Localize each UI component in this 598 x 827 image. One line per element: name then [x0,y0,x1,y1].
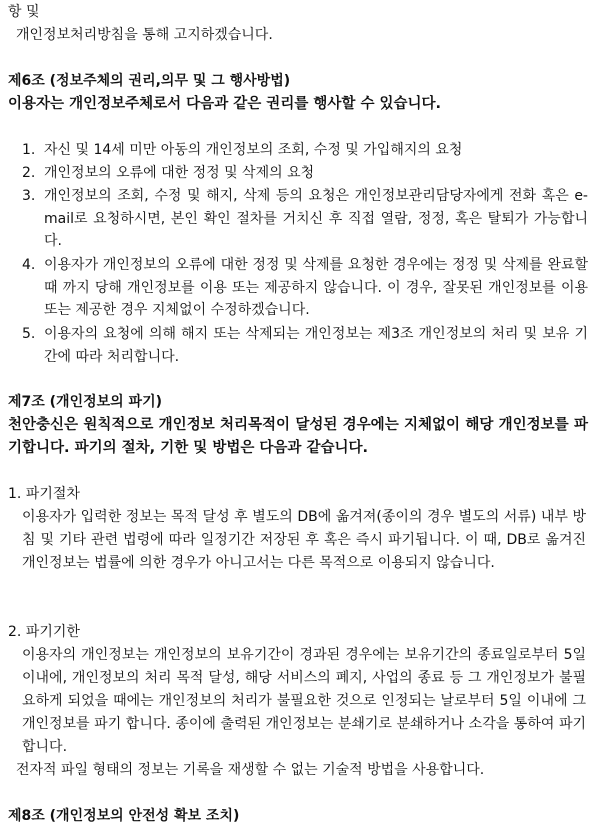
intro-line-2: 개인정보처리방침을 통해 고지하겠습니다. [16,27,273,43]
list-item-text: 개인정보의 조회, 수정 및 해지, 삭제 등의 요청은 개인정보관리담당자에게 전화 혹은 e-mail로 요청하시면, 본인 확인 절차를 거치신 후 직접 열람, 정정, 혹은 탈퇴가 가능합니다. [44,188,588,249]
article7-section2-title: 2. 파기기한 [8,624,80,640]
list-item [22,185,588,253]
list-item [22,139,588,161]
article7-section2-body: 이용자의 개인정보는 개인정보의 보유기간이 경과된 경우에는 보유기간의 종료일로부터 5일 이내에, 개인정보의 처리 목적 달성, 해당 서비스의 폐지, 사업의 종료 등 그 개인정보가 불필요하게 되었을 때에는 개인정보의 처리가 불필요한 것으로 인정되는 날로부터 5일 이내에 그 개인정보를 파기 합니다. 종이에 출력된 개인정보는 분쇄기로 분쇄하거나 소각을 통하여 파기합니다. [22,647,586,755]
article7-section2-extra: 전자적 파일 형태의 정보는 기록을 재생할 수 없는 기술적 방법을 사용합니다. [16,762,485,778]
list-item-text: 개인정보의 오류에 대한 정정 및 삭제의 요청 [44,165,315,181]
list-item [22,162,588,184]
list-item-text: 이용자가 개인정보의 오류에 대한 정정 및 삭제를 요청한 경우에는 정정 및 삭제를 완료할 때 까지 당해 개인정보를 이용 또는 제공하지 않습니다. 이 경우, 잘못된 개인정보를 이용 또는 제공한 경우 지체없이 수정하겠습니다. [44,257,588,318]
list-item-text: 이용자의 요청에 의해 해지 또는 삭제되는 개인정보는 제3조 개인정보의 처리 및 보유 기간에 따라 처리합니다. [44,326,588,365]
list-item [22,323,588,368]
article7-section1-body: 이용자가 입력한 정보는 목적 달성 후 별도의 DB에 옮겨져(종이의 경우 별도의 서류) 내부 방침 및 기타 관련 법령에 따라 일정기간 저장된 후 혹은 즉시 파기됩니다. 이 때, DB로 옮겨진 개인정보는 법률에 의한 경우가 아니고서는 다른 목적으로 이용되지 않습니다. [22,509,586,571]
list-item [22,254,588,322]
article7-heading: 제7조 (개인정보의 파기) [8,394,163,410]
article7-section1-title: 1. 파기절차 [8,486,80,502]
article6-heading: 제6조 (정보주체의 권리,의무 및 그 행사방법) [8,73,291,89]
list-item-number: 4. [22,257,36,273]
article7-lead: 천안충신은 원칙적으로 개인정보 처리목적이 달성된 경우에는 지체없이 해당 개인정보를 파기합니다. 파기의 절차, 기한 및 방법은 다음과 같습니다. [8,417,588,456]
intro-line-1: 항 및 [8,4,40,20]
article8-heading: 제8조 (개인정보의 안전성 확보 조치) [8,808,240,824]
list-item-number: 1. [22,142,36,158]
article6-lead: 이용자는 개인정보주체로서 다음과 같은 권리를 행사할 수 있습니다. [8,96,442,112]
list-item-number: 5. [22,326,36,342]
list-item-text: 자신 및 14세 미만 아동의 개인정보의 조회, 수정 및 가입해지의 요청 [44,142,463,158]
list-item-number: 3. [22,188,36,204]
list-item-number: 2. [22,165,36,181]
